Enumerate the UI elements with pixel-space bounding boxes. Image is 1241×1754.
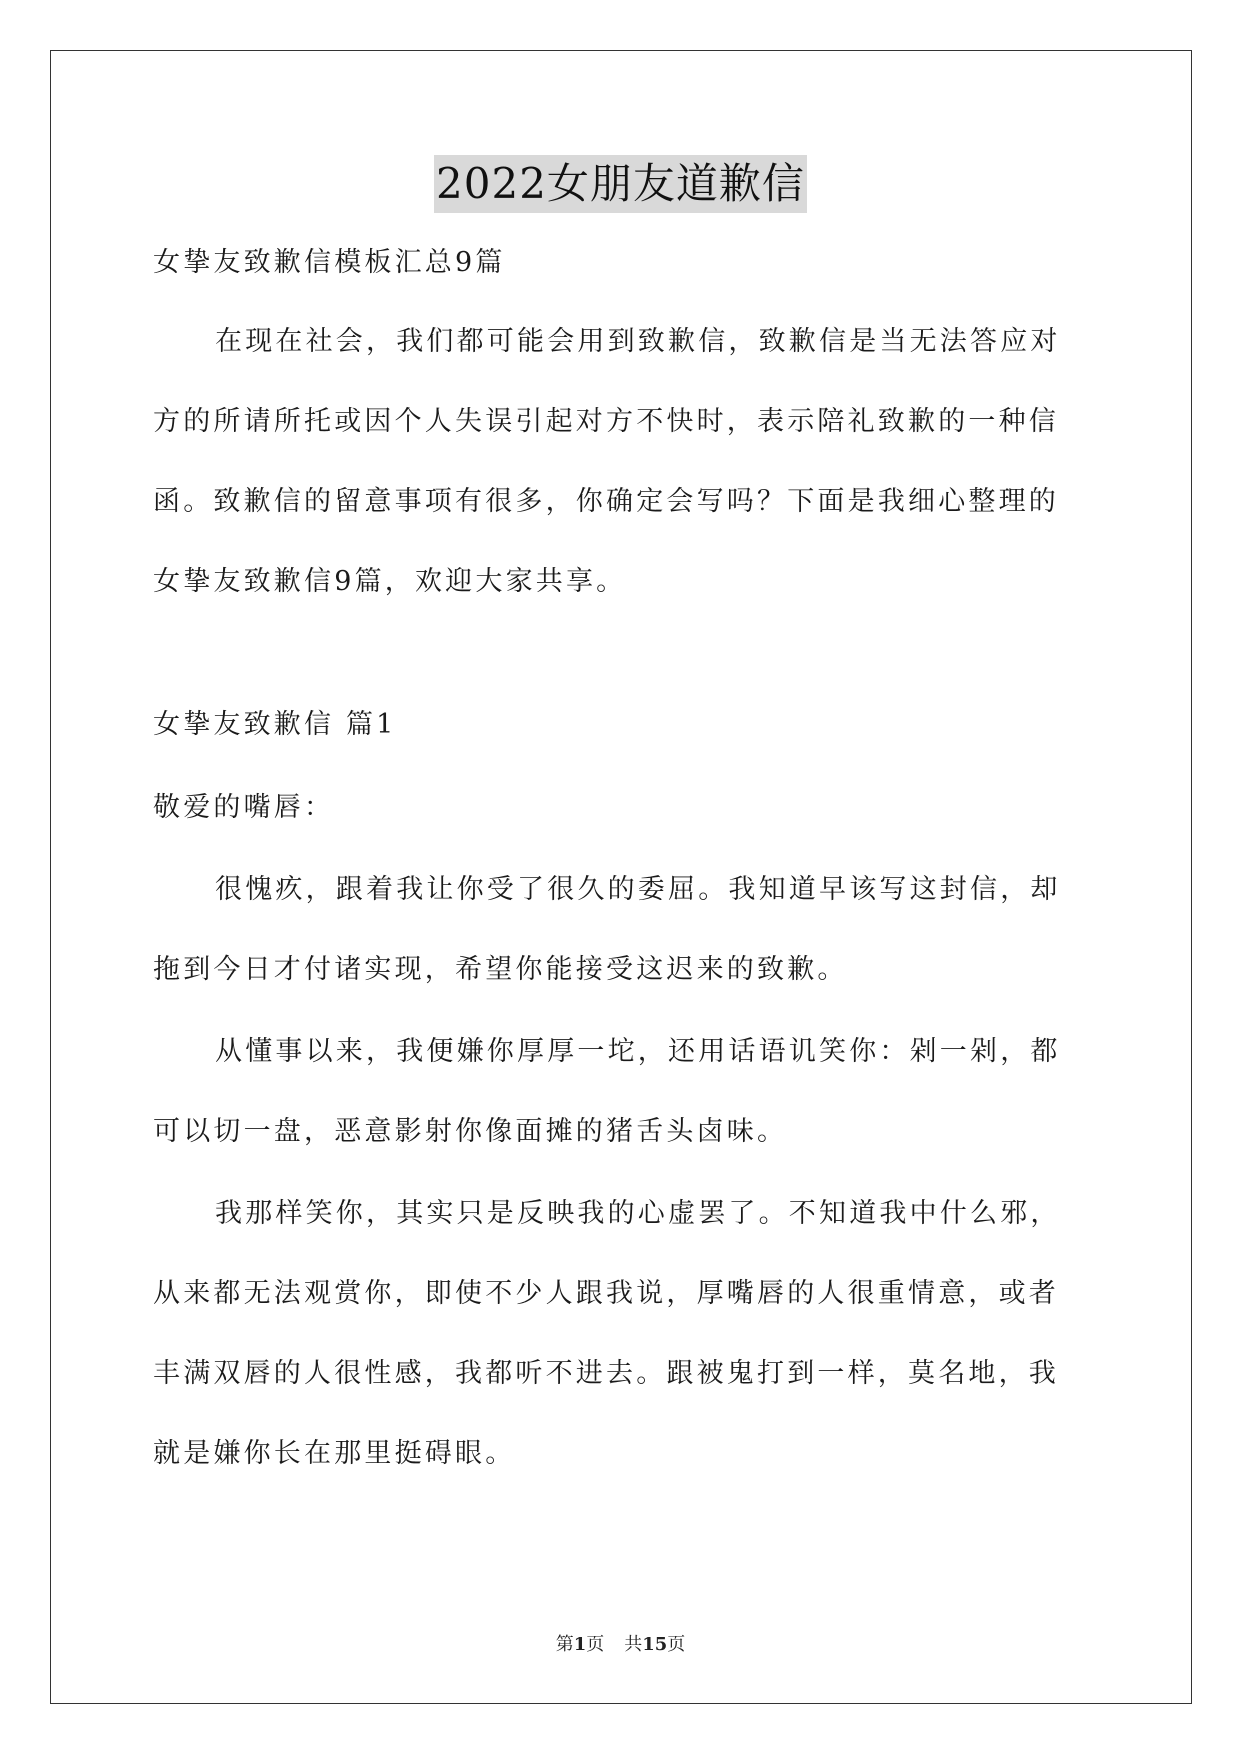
body-paragraph: [153, 1031, 1093, 1152]
text-line: 女挚友致歉信9篇，欢迎大家共享。: [153, 566, 627, 597]
body-paragraph: [153, 1193, 1093, 1474]
text-line: 在现在社会，我们都可能会用到致歉信，致歉信是当无法答应对: [215, 326, 1061, 357]
salutation: 敬爱的嘴唇：: [153, 792, 335, 823]
text-line: 可以切一盘，恶意影射你像面摊的猪舌头卤味。: [153, 1116, 788, 1147]
page-suffix: 页: [586, 1634, 605, 1655]
text-line: 很愧疚，跟着我让你受了很久的委屈。我知道早该写这封信，却: [215, 874, 1061, 905]
text-line: 从来都无法观赏你，即使不少人跟我说，厚嘴唇的人很重情意，或者: [153, 1278, 1059, 1309]
intro-paragraph: [153, 321, 1093, 602]
text-line: 丰满双唇的人很性感，我都听不进去。跟被鬼打到一样，莫名地，我: [153, 1358, 1059, 1389]
text-line: 函。致歉信的留意事项有很多，你确定会写吗？下面是我细心整理的: [153, 486, 1059, 517]
page-number: 1: [573, 1634, 587, 1655]
document-body: [153, 232, 1093, 1474]
text-line: 就是嫌你长在那里挺碍眼。: [153, 1438, 516, 1469]
text-line: 方的所请所托或因个人失误引起对方不快时，表示陪礼致歉的一种信: [153, 406, 1059, 437]
document-title: 2022女朋友道歉信: [434, 155, 807, 213]
intro-heading: 女挚友致歉信模板汇总9篇: [153, 247, 506, 278]
body-paragraph: [153, 869, 1093, 990]
text-line: 从懂事以来，我便嫌你厚厚一坨，还用话语讥笑你：剁一剁，都: [215, 1036, 1061, 1067]
total-prefix: 共: [624, 1634, 643, 1655]
page-footer: [0, 1630, 1241, 1656]
section-heading: 女挚友致歉信 篇1: [153, 709, 397, 740]
total-suffix: 页: [667, 1634, 686, 1655]
text-line: 拖到今日才付诸实现，希望你能接受这迟来的致歉。: [153, 954, 848, 985]
title-container: [0, 155, 1241, 213]
total-pages: 15: [642, 1634, 668, 1655]
page-prefix: 第: [555, 1634, 574, 1655]
text-line: 我那样笑你，其实只是反映我的心虚罢了。不知道我中什么邪，: [215, 1198, 1061, 1229]
